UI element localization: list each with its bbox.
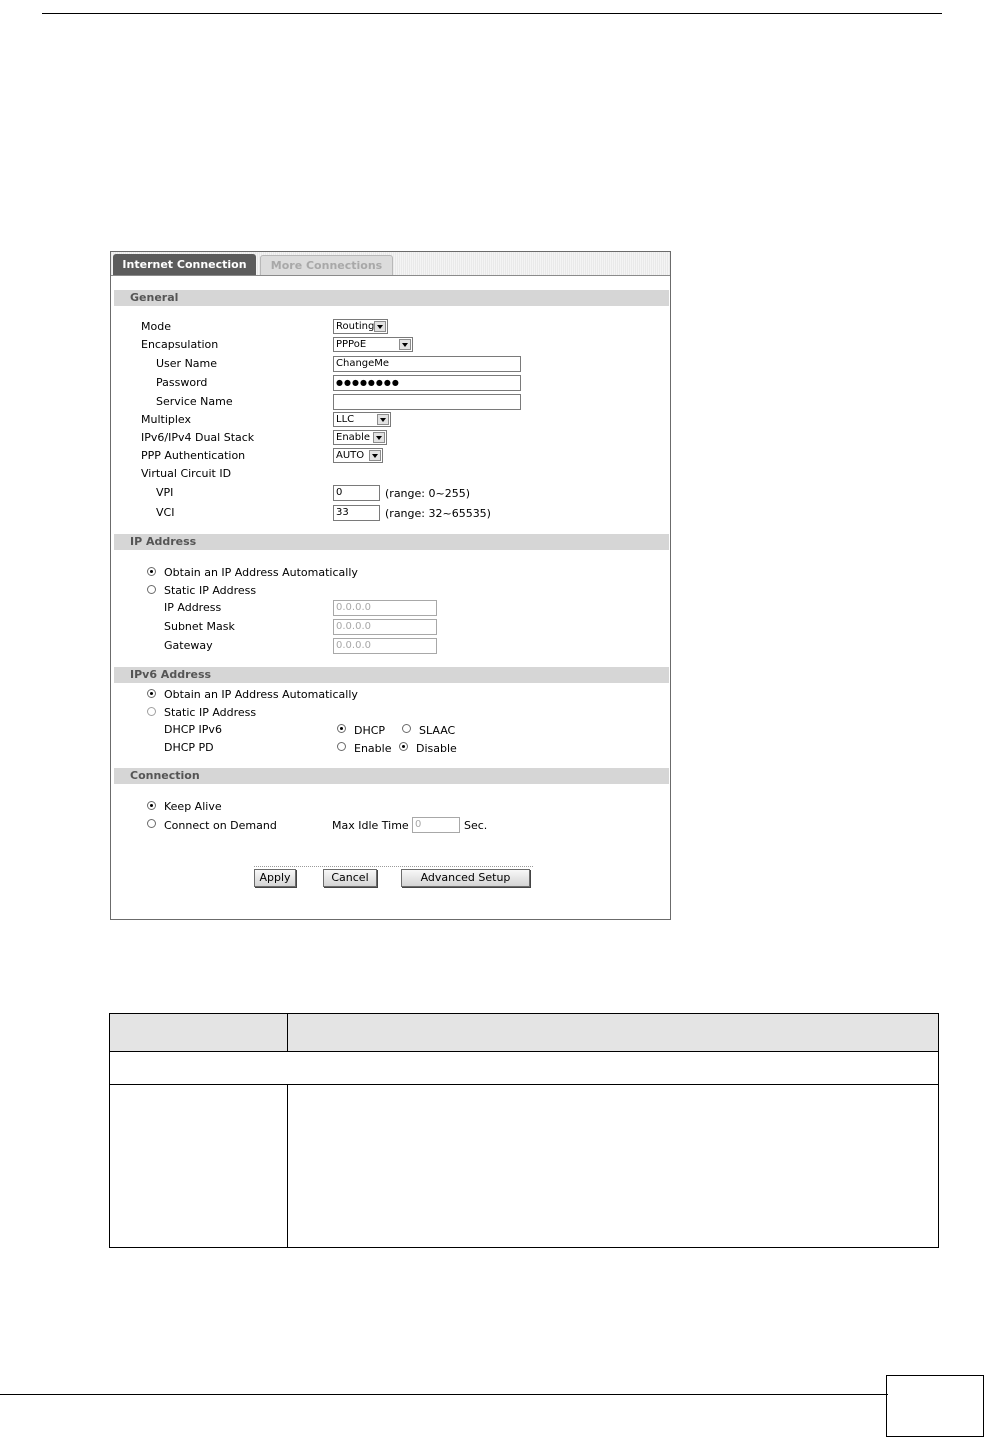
connect-on-demand-label: Connect on Demand	[164, 819, 277, 832]
page-number-box	[886, 1375, 984, 1437]
internet-connection-panel	[110, 251, 671, 920]
dhcp-ipv6-dhcp-radio[interactable]	[337, 724, 346, 733]
chevron-down-icon	[399, 339, 411, 350]
vpi-input[interactable]: 0	[333, 485, 380, 501]
section-connection: Connection	[114, 768, 669, 784]
ip-obtain-auto-radio[interactable]	[147, 567, 156, 576]
ip-address-label: IP Address	[164, 601, 222, 614]
encapsulation-label: Encapsulation	[141, 338, 219, 351]
vpi-range: (range: 0~255)	[385, 487, 470, 500]
table-row-divider	[110, 1084, 938, 1085]
advanced-setup-button[interactable]: Advanced Setup	[401, 869, 530, 887]
multiplex-value: LLC	[336, 414, 355, 425]
section-ipv6-address: IPv6 Address	[114, 667, 669, 683]
description-table	[109, 1013, 939, 1248]
chevron-down-icon	[374, 321, 386, 332]
dual-stack-select[interactable]	[333, 430, 387, 445]
vci-range: (range: 32~65535)	[385, 507, 491, 520]
table-header-divider	[287, 1014, 288, 1051]
service-name-label: Service Name	[156, 395, 233, 408]
connect-on-demand-radio[interactable]	[147, 819, 156, 828]
table-header-row	[110, 1014, 938, 1052]
user-name-input[interactable]: ChangeMe	[333, 356, 521, 372]
ipv6-static-label: Static IP Address	[164, 706, 257, 719]
dhcp-pd-enable-radio[interactable]	[337, 742, 346, 751]
dhcp-ipv6-label: DHCP IPv6	[164, 723, 222, 736]
vci-input[interactable]: 33	[333, 505, 380, 521]
sec-label: Sec.	[464, 819, 488, 832]
subnet-mask-input[interactable]: 0.0.0.0	[333, 619, 437, 635]
max-idle-time-label: Max Idle Time	[332, 819, 409, 832]
encapsulation-value: PPPoE	[336, 339, 367, 350]
ip-obtain-auto-label: Obtain an IP Address Automatically	[164, 566, 358, 579]
ppp-auth-value: AUTO	[336, 450, 365, 461]
dhcp-pd-disable-label: Disable	[416, 742, 457, 755]
dhcp-ipv6-dhcp-label: DHCP	[354, 724, 386, 737]
tab-bar	[111, 252, 670, 276]
section-ip-address: IP Address	[114, 534, 669, 550]
encapsulation-select[interactable]	[333, 337, 413, 352]
apply-button[interactable]: Apply	[254, 869, 296, 887]
page-header-rule	[42, 13, 942, 14]
section-general: General	[114, 290, 669, 306]
tab-more-connections[interactable]: More Connections	[260, 255, 393, 275]
max-idle-time-input[interactable]: 0	[412, 817, 460, 833]
ipv6-obtain-auto-label: Obtain an IP Address Automatically	[164, 688, 358, 701]
subnet-mask-label: Subnet Mask	[164, 620, 235, 633]
password-label: Password	[156, 376, 208, 389]
gateway-label: Gateway	[164, 639, 213, 652]
multiplex-select[interactable]	[333, 412, 391, 427]
page-footer-rule	[0, 1394, 888, 1395]
chevron-down-icon	[373, 432, 385, 443]
chevron-down-icon	[377, 414, 389, 425]
service-name-input[interactable]	[333, 394, 521, 410]
gateway-input[interactable]: 0.0.0.0	[333, 638, 437, 654]
vci-label: VCI	[156, 506, 175, 519]
vpi-label: VPI	[156, 486, 174, 499]
dhcp-ipv6-slaac-radio[interactable]	[402, 724, 411, 733]
cancel-button[interactable]: Cancel	[323, 869, 377, 887]
multiplex-label: Multiplex	[141, 413, 192, 426]
dhcp-ipv6-slaac-label: SLAAC	[419, 724, 456, 737]
ip-address-input[interactable]: 0.0.0.0	[333, 600, 437, 616]
ip-static-label: Static IP Address	[164, 584, 257, 597]
table-body-divider	[287, 1084, 288, 1247]
ppp-auth-label: PPP Authentication	[141, 449, 246, 462]
dual-stack-value: Enable	[336, 432, 371, 443]
dual-stack-label: IPv6/IPv4 Dual Stack	[141, 431, 255, 444]
dhcp-pd-enable-label: Enable	[354, 742, 392, 755]
ipv6-static-radio[interactable]	[147, 707, 156, 716]
mode-label: Mode	[141, 320, 171, 333]
dhcp-pd-label: DHCP PD	[164, 741, 214, 754]
password-input[interactable]: ●●●●●●●●	[333, 375, 521, 391]
mode-select[interactable]	[333, 319, 388, 334]
virtual-circuit-id-label: Virtual Circuit ID	[141, 467, 232, 480]
ip-static-radio[interactable]	[147, 585, 156, 594]
button-divider	[254, 866, 533, 867]
ppp-auth-select[interactable]	[333, 448, 383, 463]
chevron-down-icon	[369, 450, 381, 461]
keep-alive-radio[interactable]	[147, 801, 156, 810]
dhcp-pd-disable-radio[interactable]	[399, 742, 408, 751]
tab-internet-connection[interactable]: Internet Connection	[113, 254, 256, 275]
user-name-label: User Name	[156, 357, 218, 370]
ipv6-obtain-auto-radio[interactable]	[147, 689, 156, 698]
mode-value: Routing	[336, 321, 375, 332]
keep-alive-label: Keep Alive	[164, 800, 222, 813]
